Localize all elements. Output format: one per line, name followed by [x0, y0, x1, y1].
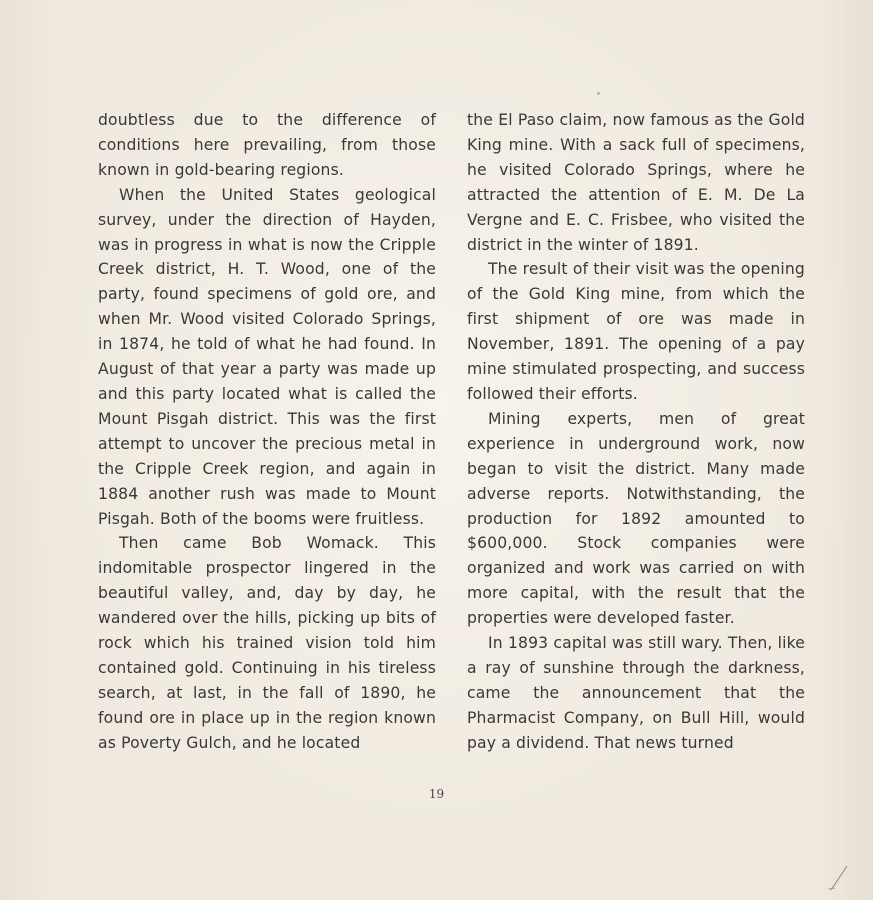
paper-speck	[597, 92, 600, 95]
left-text-column	[98, 108, 436, 756]
paragraph: In 1893 capital was still wary. Then, like a ray of sunshine through the darkness, came the announcement that the Pharmacist Company, on Bull Hill, would pay a dividend. That news turned	[467, 634, 805, 752]
pencil-mark-icon	[825, 862, 855, 892]
paragraph: When the United States geological survey, under the direction of Hayden, was in progress in what is now the Cripple Creek district, H. T. Wood, one of the party, found specimens of gold ore, and when Mr. Wood visited Colorado Springs, in 1874, he told of what he had found. In August of that year a party was made up and this party located what is called the Mount Pisgah district. This was the first attempt to uncover the precious metal in the Cripple Creek region, and again in 1884 another rush was made to Mount Pisgah. Both of the booms were fruitless.	[98, 185, 436, 528]
right-text-column	[467, 108, 805, 756]
paragraph: Mining experts, men of great experience in underground work, now began to visit the district. Many made adverse reports. Notwithstanding, the production for 1892 amounted to $600,000. Stock companies were organized and work was carried on with more capital, with the result that the properties were developed faster.	[467, 409, 805, 628]
page-number: 19	[428, 787, 445, 801]
paragraph: doubtless due to the difference of conditions here prevailing, from those known in gold-bearing regions.	[98, 111, 436, 179]
paragraph: The result of their visit was the opening of the Gold King mine, from which the first shipment of ore was made in November, 1891. The opening of a pay mine stimulated prospecting, and success followed their efforts.	[467, 260, 805, 403]
paragraph: Then came Bob Womack. This indomitable prospector lingered in the beautiful valley, and, day by day, he wandered over the hills, picking up bits of rock which his trained vision told him contained gold. Continuing in his tireless search, at last, in the fall of 1890, he found ore in place up in the region known as Poverty Gulch, and he located	[98, 534, 436, 752]
paragraph: the El Paso claim, now famous as the Gold King mine. With a sack full of specimens, he visited Colorado Springs, where he attracted the attention of E. M. De La Vergne and E. C. Frisbee, who visited the district in the winter of 1891.	[467, 111, 805, 254]
